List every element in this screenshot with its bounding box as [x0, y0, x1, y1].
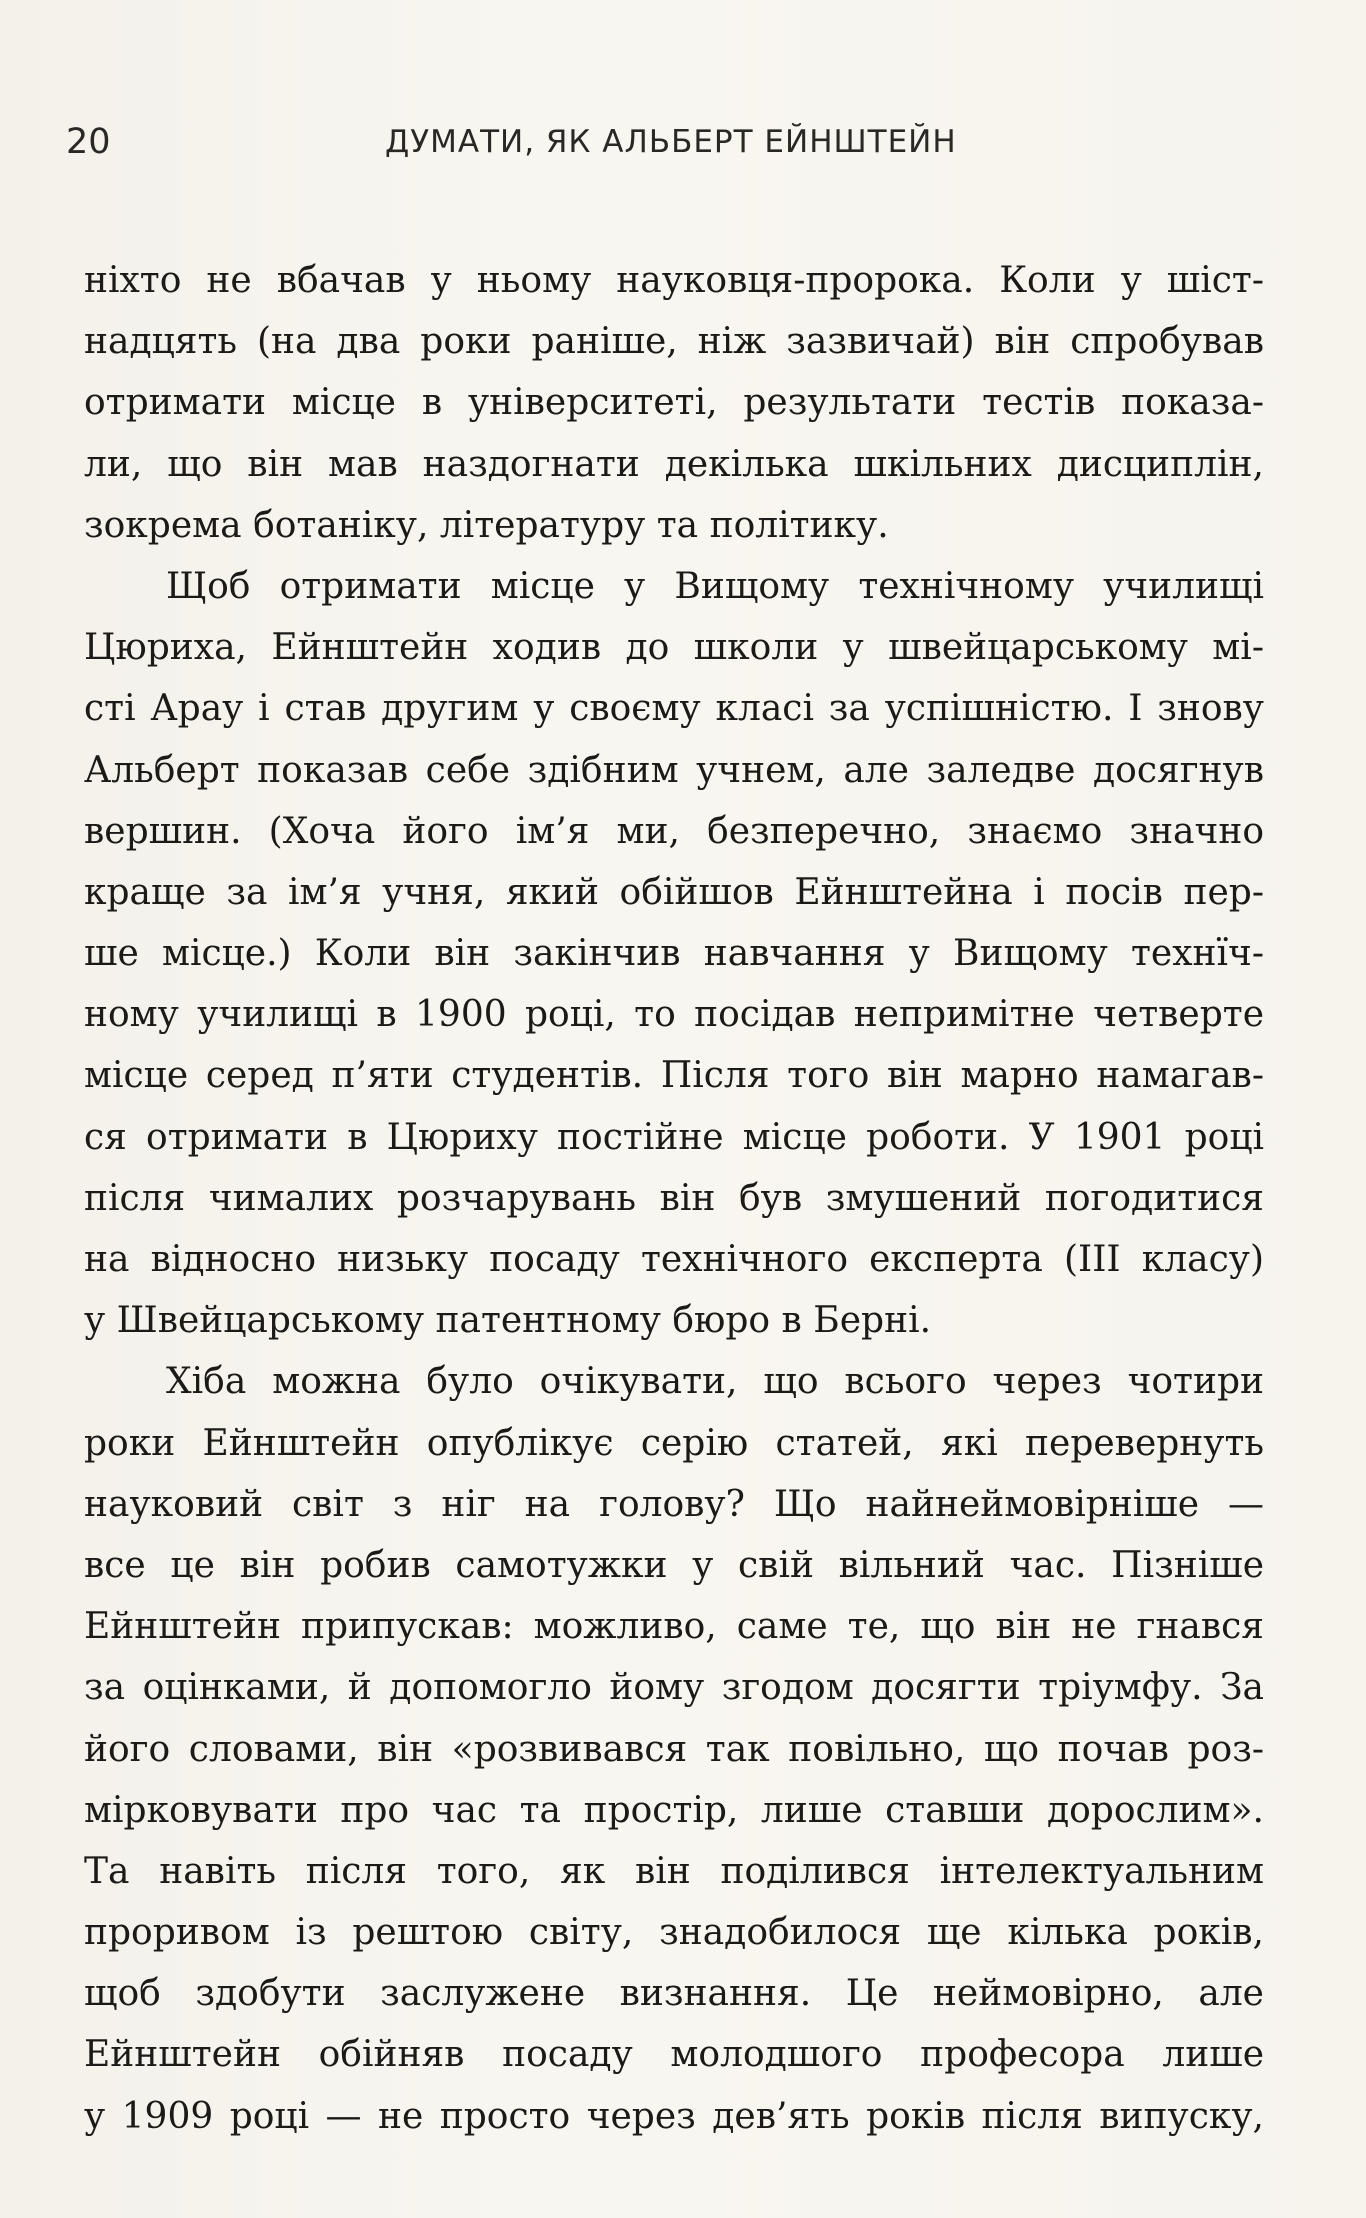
paragraph-3 [84, 1351, 1264, 2146]
text-line: Цюриха, Ейнштейн ходив до школи у швейцарському мі- [84, 627, 1264, 669]
text-line: надцять (на два роки раніше, ніж зазвичай) він спробував [84, 321, 1264, 363]
text-line: вершин. (Хоча його ім’я ми, безперечно, знаємо значно [84, 810, 1264, 852]
text-line: Щоб отримати місце у Вищому технічному училищі [166, 565, 1264, 607]
text-line: його словами, він «розвивався так повільно, що почав роз- [84, 1728, 1264, 1770]
running-head [66, 122, 1266, 162]
text-line: ше місце.) Коли він закінчив навчання у Вищому технїч- [84, 933, 1264, 975]
text-line: сті Арау і став другим у своєму класі за успішністю. І знову [84, 688, 1264, 730]
page-number: 20 [66, 122, 111, 162]
text-line: ному училищі в 1900 році, то посідав непримітне четверте [84, 994, 1264, 1036]
text-line: після чималих розчарувань він був змушений погодитися [84, 1177, 1264, 1219]
text-line: отримати місце в університеті, результати тестів показа- [84, 382, 1264, 424]
text-line: все це він робив самотужки у свій вільний час. Пізніше [84, 1544, 1264, 1586]
text-line: Та навіть після того, як він поділився інтелектуальним [84, 1850, 1264, 1892]
text-line: роки Ейнштейн опублікує серію статей, які перевернуть [84, 1422, 1264, 1464]
text-line: проривом із рештою світу, знадобилося ще кілька років, [84, 1912, 1264, 1954]
body-text [84, 250, 1264, 2147]
text-line: на відносно низьку посаду технічного експерта (III класу) [84, 1239, 1264, 1280]
paragraph-2 [84, 556, 1264, 1351]
text-line: Хіба можна було очікувати, що всього через чотири [166, 1361, 1264, 1403]
text-line: ся отримати в Цюриху постійне місце роботи. У 1901 році [84, 1116, 1264, 1158]
text-line: Ейнштейн припускав: можливо, саме те, що він не гнався [84, 1606, 1264, 1648]
paragraph-1 [84, 250, 1264, 556]
text-line: ли, що він мав наздогнати декілька шкільних дисциплін, [84, 443, 1264, 485]
text-line: краще за ім’я учня, який обійшов Ейнштейна і посів пер- [84, 871, 1264, 913]
text-line: зокрема ботаніку, літературу та політику. [84, 504, 889, 546]
text-line: місце серед п’яти студентів. Після того він марно намагав- [84, 1055, 1264, 1097]
text-line: у 1909 році — не просто через дев’ять років після випуску, [84, 2095, 1264, 2137]
text-line: Альберт показав себе здібним учнем, але заледве досягнув [84, 749, 1264, 791]
text-line: за оцінками, й допомогло йому згодом досягти тріумфу. За [84, 1667, 1264, 1709]
book-title: ДУМАТИ, ЯК АЛЬБЕРТ ЕЙНШТЕЙН [385, 124, 957, 160]
text-line: науковий світ з ніг на голову? Що найнеймовірніше — [84, 1483, 1264, 1525]
text-line: мірковувати про час та простір, лише ставши дорослим». [84, 1789, 1264, 1831]
text-line: щоб здобути заслужене визнання. Це неймовірно, але [84, 1973, 1264, 2015]
text-line: ніхто не вбачав у ньому науковця-пророка. Коли у шіст- [84, 260, 1264, 301]
text-line: у Швейцарському патентному бюро в Берні. [84, 1300, 932, 1342]
text-line: Ейнштейн обійняв посаду молодшого професора лише [84, 2034, 1264, 2076]
